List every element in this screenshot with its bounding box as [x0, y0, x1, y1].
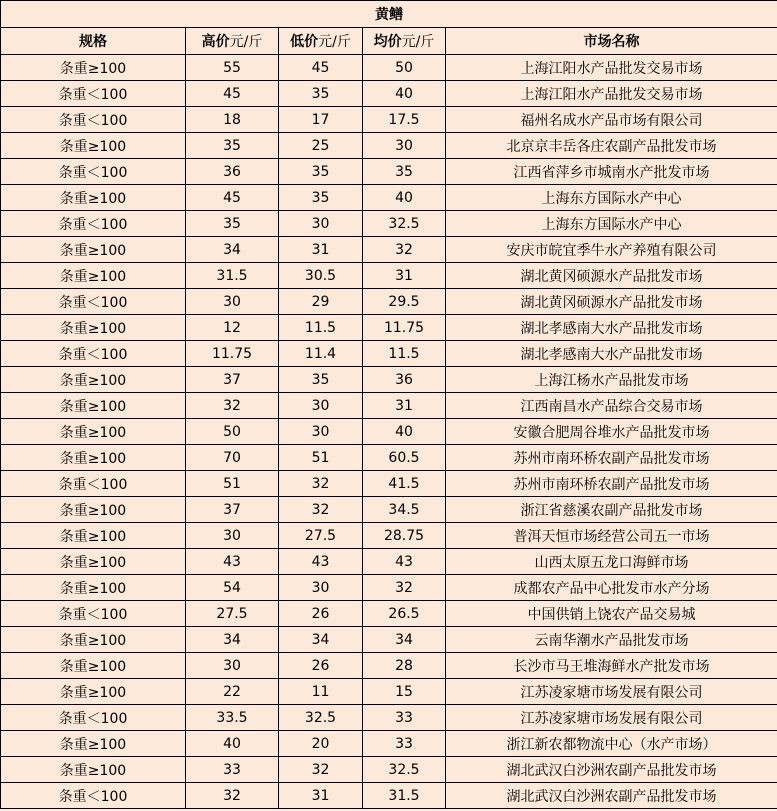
cell-high: 34	[186, 627, 279, 653]
cell-high: 40	[186, 731, 279, 757]
cell-low: 35	[279, 185, 363, 211]
cell-avg: 32.5	[363, 757, 446, 783]
cell-market: 中国供销上饶农产品交易城	[446, 601, 777, 627]
cell-spec: 条重＜100	[1, 289, 186, 315]
table-row	[1, 471, 777, 497]
table-row	[1, 341, 777, 367]
header-low-label: 低价	[290, 34, 319, 50]
cell-market: 苏州市南环桥农副产品批发市场	[446, 471, 777, 497]
header-avg	[363, 28, 446, 55]
cell-low: 31	[279, 237, 363, 263]
cell-market: 浙江省慈溪农副产品批发市场	[446, 497, 777, 523]
cell-spec: 条重＜100	[1, 159, 186, 185]
table-row	[1, 185, 777, 211]
cell-avg: 26.5	[363, 601, 446, 627]
cell-low: 35	[279, 367, 363, 393]
cell-spec: 条重≥100	[1, 523, 186, 549]
cell-market: 湖北黄冈硕源水产品批发市场	[446, 289, 777, 315]
table-row	[1, 419, 777, 445]
cell-avg: 30	[363, 133, 446, 159]
cell-spec: 条重≥100	[1, 419, 186, 445]
cell-spec: 条重≥100	[1, 263, 186, 289]
cell-market: 山西太原五龙口海鲜市场	[446, 549, 777, 575]
cell-market: 安徽合肥周谷堆水产品批发市场	[446, 419, 777, 445]
cell-high: 27.5	[186, 601, 279, 627]
cell-high: 33	[186, 757, 279, 783]
cell-market: 上海江阳水产品批发交易市场	[446, 81, 777, 107]
table-row	[1, 393, 777, 419]
cell-low: 29	[279, 289, 363, 315]
cell-market: 江西南昌水产品综合交易市场	[446, 393, 777, 419]
cell-low: 30	[279, 211, 363, 237]
cell-avg: 35	[363, 159, 446, 185]
cell-high: 51	[186, 471, 279, 497]
cell-market: 成都农产品中心批发市水产分场	[446, 575, 777, 601]
cell-spec: 条重≥100	[1, 653, 186, 679]
cell-spec: 条重≥100	[1, 237, 186, 263]
cell-market: 云南华潮水产品批发市场	[446, 627, 777, 653]
cell-avg: 36	[363, 367, 446, 393]
cell-avg: 50	[363, 55, 446, 81]
header-low	[279, 28, 363, 55]
table-row	[1, 263, 777, 289]
cell-market: 北京京丰岳各庄农副产品批发市场	[446, 133, 777, 159]
cell-low: 11.4	[279, 341, 363, 367]
table-row	[1, 497, 777, 523]
cell-avg: 33	[363, 731, 446, 757]
cell-avg: 11.5	[363, 341, 446, 367]
cell-avg: 15	[363, 679, 446, 705]
cell-spec: 条重＜100	[1, 341, 186, 367]
table-body	[1, 55, 777, 809]
cell-high: 36	[186, 159, 279, 185]
cell-high: 18	[186, 107, 279, 133]
cell-market: 上海东方国际水产中心	[446, 185, 777, 211]
header-spec: 规格	[1, 28, 186, 55]
cell-avg: 34.5	[363, 497, 446, 523]
cell-high: 45	[186, 81, 279, 107]
cell-avg: 28.75	[363, 523, 446, 549]
cell-low: 11	[279, 679, 363, 705]
table-row	[1, 159, 777, 185]
cell-avg: 40	[363, 419, 446, 445]
cell-spec: 条重≥100	[1, 367, 186, 393]
cell-spec: 条重＜100	[1, 211, 186, 237]
table-row	[1, 107, 777, 133]
cell-avg: 60.5	[363, 445, 446, 471]
cell-spec: 条重≥100	[1, 549, 186, 575]
cell-low: 32	[279, 471, 363, 497]
table-row	[1, 601, 777, 627]
cell-market: 普洱天恒市场经营公司五一市场	[446, 523, 777, 549]
header-high	[186, 28, 279, 55]
table-row	[1, 133, 777, 159]
cell-low: 32	[279, 497, 363, 523]
cell-low: 26	[279, 601, 363, 627]
cell-high: 33.5	[186, 705, 279, 731]
cell-market: 安庆市皖宜季牛水产养殖有限公司	[446, 237, 777, 263]
cell-market: 浙江新农都物流中心（水产市场）	[446, 731, 777, 757]
header-low-unit: 元/斤	[318, 34, 351, 50]
cell-low: 31	[279, 783, 363, 809]
cell-market: 江苏凌家塘市场发展有限公司	[446, 679, 777, 705]
cell-low: 35	[279, 159, 363, 185]
cell-high: 30	[186, 523, 279, 549]
cell-avg: 28	[363, 653, 446, 679]
cell-spec: 条重≥100	[1, 757, 186, 783]
cell-market: 湖北武汉白沙洲农副产品批发市场	[446, 783, 777, 809]
cell-low: 26	[279, 653, 363, 679]
cell-spec: 条重＜100	[1, 107, 186, 133]
cell-spec: 条重≥100	[1, 575, 186, 601]
cell-market: 苏州市南环桥农副产品批发市场	[446, 445, 777, 471]
cell-high: 70	[186, 445, 279, 471]
cell-market: 江苏凌家塘市场发展有限公司	[446, 705, 777, 731]
cell-avg: 29.5	[363, 289, 446, 315]
cell-high: 30	[186, 289, 279, 315]
table-row	[1, 445, 777, 471]
cell-spec: 条重≥100	[1, 133, 186, 159]
table-row	[1, 549, 777, 575]
cell-low: 34	[279, 627, 363, 653]
cell-spec: 条重＜100	[1, 471, 186, 497]
table-title: 黄鳝	[1, 1, 777, 28]
cell-avg: 31	[363, 263, 446, 289]
table-row	[1, 315, 777, 341]
cell-avg: 40	[363, 81, 446, 107]
cell-low: 30	[279, 575, 363, 601]
cell-spec: 条重≥100	[1, 497, 186, 523]
cell-low: 20	[279, 731, 363, 757]
cell-market: 湖北孝感南大水产品批发市场	[446, 315, 777, 341]
cell-avg: 32	[363, 237, 446, 263]
cell-high: 12	[186, 315, 279, 341]
cell-low: 32	[279, 757, 363, 783]
cell-market: 江西省萍乡市城南水产批发市场	[446, 159, 777, 185]
cell-high: 22	[186, 679, 279, 705]
cell-avg: 33	[363, 705, 446, 731]
cell-market: 福州名成水产品市场有限公司	[446, 107, 777, 133]
cell-avg: 17.5	[363, 107, 446, 133]
cell-high: 45	[186, 185, 279, 211]
cell-market: 上海东方国际水产中心	[446, 211, 777, 237]
cell-low: 45	[279, 55, 363, 81]
cell-avg: 34	[363, 627, 446, 653]
table-row	[1, 575, 777, 601]
cell-high: 43	[186, 549, 279, 575]
cell-high: 11.75	[186, 341, 279, 367]
table-row	[1, 211, 777, 237]
cell-spec: 条重≥100	[1, 315, 186, 341]
cell-low: 51	[279, 445, 363, 471]
header-avg-label: 均价	[373, 34, 402, 50]
table-row	[1, 55, 777, 81]
cell-spec: 条重≥100	[1, 393, 186, 419]
cell-low: 17	[279, 107, 363, 133]
cell-low: 30	[279, 419, 363, 445]
cell-high: 35	[186, 211, 279, 237]
header-row	[1, 28, 777, 55]
cell-spec: 条重≥100	[1, 731, 186, 757]
cell-low: 32.5	[279, 705, 363, 731]
cell-avg: 41.5	[363, 471, 446, 497]
cell-market: 湖北黄冈硕源水产品批发市场	[446, 263, 777, 289]
title-row	[1, 1, 777, 28]
cell-high: 37	[186, 497, 279, 523]
cell-high: 31.5	[186, 263, 279, 289]
cell-avg: 32.5	[363, 211, 446, 237]
cell-spec: 条重≥100	[1, 185, 186, 211]
header-market: 市场名称	[446, 28, 777, 55]
cell-high: 35	[186, 133, 279, 159]
table-row	[1, 81, 777, 107]
cell-high: 54	[186, 575, 279, 601]
cell-high: 32	[186, 783, 279, 809]
cell-high: 32	[186, 393, 279, 419]
table-row	[1, 757, 777, 783]
cell-market: 湖北孝感南大水产品批发市场	[446, 341, 777, 367]
table-row	[1, 679, 777, 705]
cell-low: 30.5	[279, 263, 363, 289]
table-row	[1, 627, 777, 653]
cell-low: 11.5	[279, 315, 363, 341]
cell-low: 25	[279, 133, 363, 159]
cell-spec: 条重≥100	[1, 627, 186, 653]
table-row	[1, 731, 777, 757]
cell-low: 43	[279, 549, 363, 575]
table-row	[1, 367, 777, 393]
cell-spec: 条重＜100	[1, 601, 186, 627]
cell-market: 上海江阳水产品批发交易市场	[446, 55, 777, 81]
cell-market: 湖北武汉白沙洲农副产品批发市场	[446, 757, 777, 783]
cell-high: 37	[186, 367, 279, 393]
cell-market: 上海江杨水产品批发市场	[446, 367, 777, 393]
cell-avg: 43	[363, 549, 446, 575]
table-row	[1, 237, 777, 263]
cell-high: 50	[186, 419, 279, 445]
cell-avg: 31	[363, 393, 446, 419]
cell-market: 长沙市马王堆海鲜水产批发市场	[446, 653, 777, 679]
header-high-unit: 元/斤	[229, 34, 263, 50]
cell-spec: 条重≥100	[1, 55, 186, 81]
cell-high: 30	[186, 653, 279, 679]
table-row	[1, 523, 777, 549]
header-high-label: 高价	[201, 34, 230, 50]
table-row	[1, 289, 777, 315]
cell-high: 55	[186, 55, 279, 81]
cell-spec: 条重≥100	[1, 445, 186, 471]
table-row	[1, 653, 777, 679]
table-row	[1, 705, 777, 731]
table-row	[1, 783, 777, 809]
cell-low: 27.5	[279, 523, 363, 549]
cell-spec: 条重≥100	[1, 679, 186, 705]
cell-high: 34	[186, 237, 279, 263]
cell-spec: 条重＜100	[1, 81, 186, 107]
cell-avg: 11.75	[363, 315, 446, 341]
cell-spec: 条重＜100	[1, 705, 186, 731]
cell-avg: 32	[363, 575, 446, 601]
cell-low: 35	[279, 81, 363, 107]
cell-avg: 40	[363, 185, 446, 211]
cell-spec: 条重＜100	[1, 783, 186, 809]
header-avg-unit: 元/斤	[401, 34, 435, 50]
cell-low: 30	[279, 393, 363, 419]
cell-avg: 31.5	[363, 783, 446, 809]
